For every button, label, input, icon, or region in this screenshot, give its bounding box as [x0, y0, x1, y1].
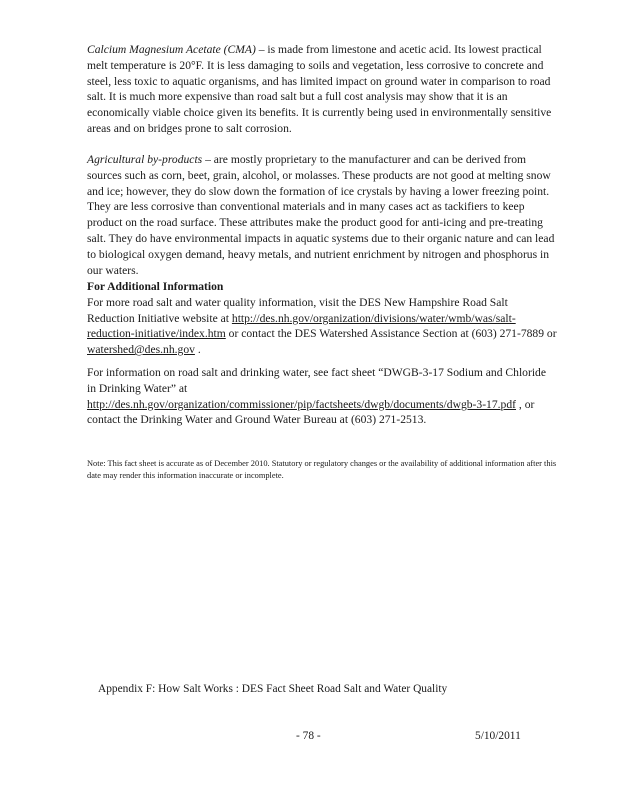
drinking-water-intro: For information on road salt and drinking water, see fact sheet “DWGB-3-17 Sodium and Chloride in Drinking Water” at — [87, 366, 546, 395]
agricultural-term: Agricultural by-products — [87, 153, 203, 166]
agricultural-paragraph — [87, 152, 557, 278]
page-number: - 78 - — [296, 730, 321, 742]
additional-info-end: . — [194, 343, 201, 357]
cma-term: Calcium Magnesium Acetate (CMA) — [87, 43, 256, 56]
cma-paragraph — [87, 42, 557, 137]
footer-title: Appendix F: How Salt Works : DES Fact Sheet Road Salt and Water Quality — [98, 683, 448, 695]
page-date: 5/10/2011 — [475, 730, 521, 742]
watershed-email-link[interactable]: watershed@des.nh.gov — [87, 343, 195, 357]
cma-text: – is made from limestone and acetic acid. Its lowest practical melt temperature is 20°F. It is less damaging to soils and vegetation, less corrosive to concrete and steel, less toxic to aquatic organisms, and has limited impact on ground water in comparison to road salt. It is much more expensive than road salt but a full cost analysis may show that it is an economically viable choice given its benefits. It is currently being used in environmentally sensitive areas and on bridges prone to salt corrosion. — [87, 43, 552, 135]
additional-info-section — [87, 279, 557, 358]
agricultural-text: – are mostly proprietary to the manufacturer and can be derived from sources such as corn, beet, grain, alcohol, or molasses. These products are not good at melting snow and ice; however, they do slow down the formation of ice crystals by having a lower freezing point. They are less corrosive than conventional materials and in many cases act as tackifiers to keep product on the road surface. These attributes make the product good for anti-icing and pre-treating salt. They do have environmental impacts in aquatic systems due to their organic nature and can lead to biological oxygen demand, heavy metals, and nutrient enrichment by nitrogen and phosphorus in our waters. — [87, 153, 555, 277]
salt-reduction-link[interactable]: http://des.nh.gov/organization/divisions/water/wmb/was/salt-reduction-initiative/index.htm — [87, 311, 516, 341]
additional-info-mid: or contact the DES Watershed Assistance Section at (603) 271-7889 or — [225, 327, 557, 341]
accuracy-note: Note: This fact sheet is accurate as of December 2010. Statutory or regulatory changes or the availability of additional information after this date may render this information inaccurate or incomplete. — [87, 459, 557, 480]
dwgb-fact-sheet-link[interactable]: http://des.nh.gov/organization/commissioner/pip/factsheets/dwgb/documents/dwgb-3-17.pdf — [87, 397, 517, 411]
additional-info-heading: For Additional Information — [87, 280, 224, 293]
drinking-water-end: , or contact the Drinking Water and Ground Water Bureau at (603) 271-2513. — [87, 397, 535, 427]
drinking-water-paragraph — [87, 365, 557, 428]
additional-info-intro: For more road salt and water quality information, visit the DES New Hampshire Road Salt Reduction Initiative website at — [87, 295, 508, 325]
